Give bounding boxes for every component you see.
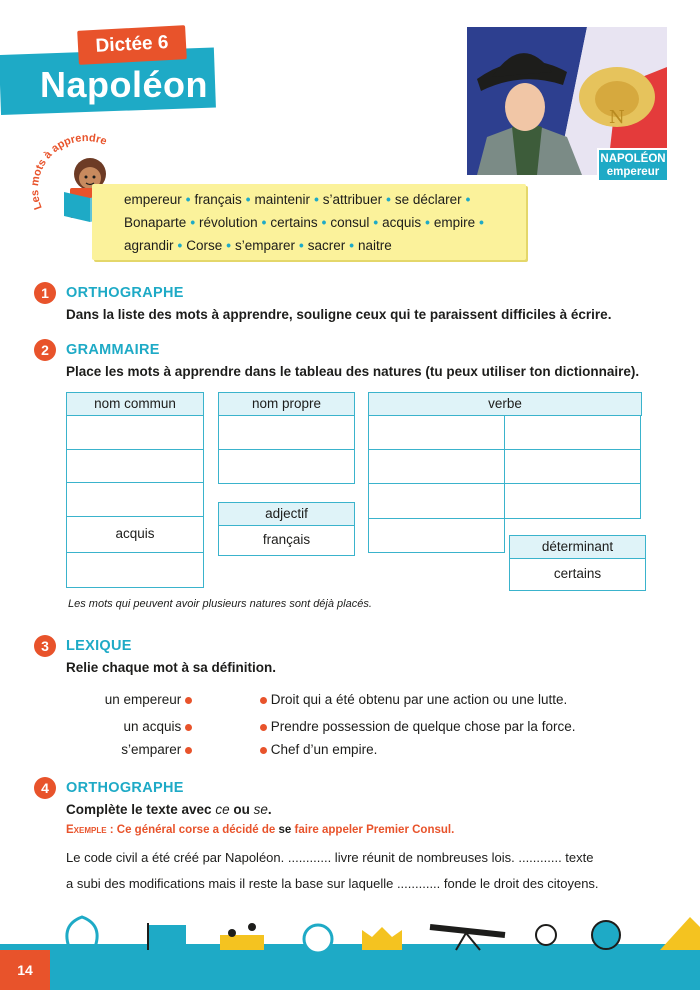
table-nom-commun xyxy=(66,392,204,588)
words-to-learn-box xyxy=(92,184,526,260)
alien-head-icon xyxy=(592,921,620,949)
word: s’attribuer xyxy=(322,192,383,207)
section-1-instruction: Dans la liste des mots à apprendre, souligne ceux qui te paraissent difficiles à écrire. xyxy=(66,307,612,322)
word: français xyxy=(194,192,242,207)
words-line-3: agrandir • Corse • s’emparer • sacrer • naitre xyxy=(124,238,392,253)
lexique-definition[interactable] xyxy=(260,692,567,707)
section-2-number: 2 xyxy=(34,339,56,361)
words-line-1: empereur • français • maintenir • s’attribuer • se déclarer • xyxy=(124,192,471,207)
portrait-caption-name: NAPOLÉON xyxy=(600,153,666,165)
lexique-word[interactable] xyxy=(121,742,192,757)
table-cell-filled: acquis xyxy=(66,517,204,553)
compass-icon xyxy=(304,925,332,953)
section-3-number: 3 xyxy=(34,635,56,657)
table-determinant xyxy=(509,535,646,591)
crown-icon xyxy=(362,927,402,950)
link-dot[interactable] xyxy=(260,747,267,754)
section-1-title: ORTHOGRAPHE xyxy=(66,285,184,301)
link-dot[interactable] xyxy=(185,724,192,731)
lexique-definition[interactable] xyxy=(260,742,377,757)
word: révolution xyxy=(199,215,258,230)
word: certains xyxy=(270,215,318,230)
table-header: nom propre xyxy=(218,392,355,416)
table-cell-filled: français xyxy=(218,526,355,556)
link-dot[interactable] xyxy=(260,724,267,731)
words-line-2: Bonaparte • révolution • certains • consul • acquis • empire • xyxy=(124,215,484,230)
table-cell[interactable] xyxy=(504,416,641,450)
lexique-definition-text: Chef d’un empire. xyxy=(270,742,378,757)
table-cell[interactable] xyxy=(66,450,204,483)
lexique-definition-text: Prendre possession de quelque chose par la force. xyxy=(270,719,576,734)
exercise-text-line-1: Le code civil a été créé par Napoléon. ............ livre réunit de nombreuses lois. ............ texte xyxy=(66,850,594,865)
table-cell[interactable] xyxy=(218,450,355,484)
word: agrandir xyxy=(124,238,174,253)
section-3-title: LEXIQUE xyxy=(66,638,132,654)
word: sacrer xyxy=(307,238,346,253)
table-cell-filled: certains xyxy=(509,559,646,591)
table-cell[interactable] xyxy=(504,484,641,519)
word: Corse xyxy=(186,238,223,253)
section-2-title: GRAMMAIRE xyxy=(66,342,160,358)
telescope-icon xyxy=(430,927,505,950)
pirate-flag-icon xyxy=(148,925,186,950)
table-nom-propre xyxy=(218,392,355,484)
section-4-title: ORTHOGRAPHE xyxy=(66,780,184,796)
table-cell[interactable] xyxy=(66,416,204,450)
svg-text:N: N xyxy=(609,107,625,128)
table-cell[interactable] xyxy=(368,484,505,519)
table-cell[interactable] xyxy=(368,450,505,484)
lexique-word-text: s’emparer xyxy=(121,742,182,757)
lexique-definition[interactable] xyxy=(260,719,575,734)
table-header: déterminant xyxy=(509,535,646,559)
word: empereur xyxy=(124,192,182,207)
table-header: verbe xyxy=(368,392,642,416)
dictee-label: Dictée 6 xyxy=(77,25,187,65)
music-notes-icon xyxy=(220,923,264,950)
section-2-instruction: Place les mots à apprendre dans le tableau des natures (tu peux utiliser ton dictionnaire). xyxy=(66,364,640,379)
table-cell[interactable] xyxy=(66,483,204,517)
mots-label: Les mots à apprendre xyxy=(30,132,109,212)
word: consul xyxy=(330,215,370,230)
lexique-definition-text: Droit qui a été obtenu par une action ou une lutte. xyxy=(270,692,568,707)
page-title: Napoléon xyxy=(40,64,209,105)
lexique-word-text: un acquis xyxy=(123,719,182,734)
exemple-line: Exemple : Ce général corse a décidé de se faire appeler Premier Consul. xyxy=(66,824,455,836)
table-verbe xyxy=(368,392,642,553)
word: s’emparer xyxy=(235,238,296,253)
table-cell[interactable] xyxy=(218,416,355,450)
link-dot[interactable] xyxy=(185,747,192,754)
word: empire xyxy=(433,215,476,230)
laurel-icon xyxy=(67,917,97,950)
table-cell[interactable] xyxy=(504,450,641,484)
section-1-number: 1 xyxy=(34,282,56,304)
word: naitre xyxy=(358,238,392,253)
table-cell[interactable] xyxy=(66,553,204,588)
section-3-instruction: Relie chaque mot à sa définition. xyxy=(66,660,277,675)
word: Bonaparte xyxy=(124,215,187,230)
footer-illustrations xyxy=(0,905,700,955)
monkey-icon xyxy=(536,925,556,945)
word: se déclarer xyxy=(394,192,462,207)
link-dot[interactable] xyxy=(260,697,267,704)
portrait-caption xyxy=(597,148,669,182)
word: acquis xyxy=(382,215,422,230)
section-4-instruction: Complète le texte avec ce ou se. xyxy=(66,802,272,817)
link-dot[interactable] xyxy=(185,697,192,704)
table-adjectif xyxy=(218,502,355,556)
portrait-caption-role: empereur xyxy=(606,166,660,178)
table-header: adjectif xyxy=(218,502,355,526)
page-number: 14 xyxy=(0,950,50,990)
lexique-word[interactable] xyxy=(123,719,192,734)
section-4-number: 4 xyxy=(34,777,56,799)
exercise-text-line-2: a subi des modifications mais il reste la base sur laquelle ............ fonde le droit des citoyens. xyxy=(66,876,599,891)
pyramid-icon xyxy=(660,917,700,950)
word: maintenir xyxy=(254,192,311,207)
lexique-word-text: un empereur xyxy=(104,692,182,707)
table-cell[interactable] xyxy=(368,519,505,553)
table-header: nom commun xyxy=(66,392,204,416)
table-cell[interactable] xyxy=(368,416,505,450)
lexique-word[interactable] xyxy=(105,692,192,707)
table-note: Les mots qui peuvent avoir plusieurs natures sont déjà placés. xyxy=(68,598,372,610)
